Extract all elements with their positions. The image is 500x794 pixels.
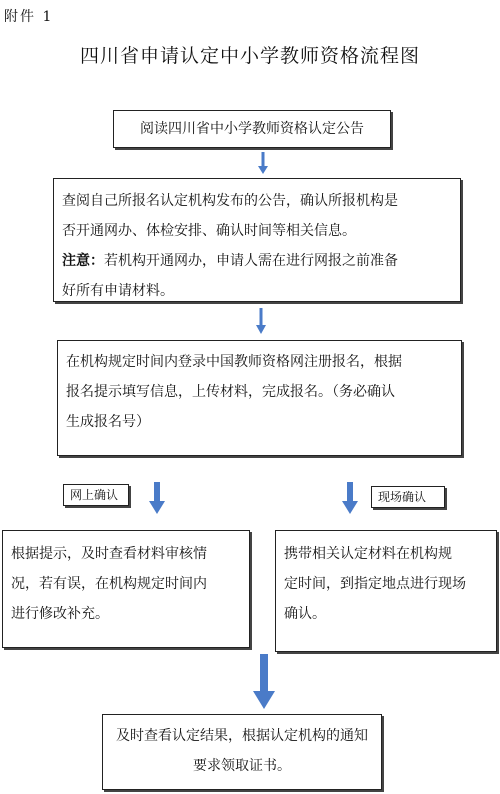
step-register-line: 生成报名号） [66, 414, 150, 430]
step-onsite-confirm [275, 530, 497, 652]
step-onsite-confirm-line: 定时间，到指定地点进行现场 [284, 576, 466, 592]
arrow-down-icon [258, 152, 268, 174]
arrow-down-icon [342, 482, 358, 514]
arrow-down-icon [149, 482, 165, 514]
step-read-notice [113, 110, 391, 148]
onsite-confirm-label: 现场确认 [371, 486, 445, 508]
step-check-notice-line: 好所有申请材料。 [62, 283, 174, 299]
step-register [57, 340, 462, 456]
page-title: 四川省申请认定中小学教师资格流程图 [79, 45, 420, 67]
step-online-confirm-line: 况，若有误，在机构规定时间内 [11, 576, 207, 592]
step-result-line: 要求领取证书。 [193, 758, 291, 774]
step-register-line: 在机构规定时间内登录中国教师资格网注册报名，根据 [66, 354, 402, 370]
step-online-confirm [2, 530, 250, 648]
arrow-down-icon [253, 654, 275, 709]
step-online-confirm-line: 进行修改补充。 [11, 606, 109, 622]
annex-label: 附件 1 [4, 9, 54, 25]
step-read-notice-text: 阅读四川省中小学教师资格认定公告 [140, 121, 364, 137]
step-onsite-confirm-line: 携带相关认定材料在机构规 [284, 546, 452, 562]
arrow-down-icon [256, 308, 266, 334]
step-register-line: 报名提示填写信息，上传材料，完成报名。（务必确认 [66, 384, 395, 400]
step-check-notice [53, 178, 461, 302]
step-check-notice-note [62, 246, 452, 276]
step-result [102, 714, 382, 790]
step-check-notice-line: 否开通网办、体检安排、确认时间等相关信息。 [62, 223, 356, 239]
step-check-notice-line: 查阅自己所报名认定机构发布的公告，确认所报机构是 [62, 193, 398, 209]
step-online-confirm-line: 根据提示，及时查看材料审核情 [11, 546, 207, 562]
step-result-line: 及时查看认定结果，根据认定机构的通知 [116, 728, 368, 744]
note-label: 注意： [62, 253, 104, 269]
note-text: 若机构开通网办，申请人需在进行网报之前准备 [104, 253, 398, 269]
online-confirm-label: 网上确认 [63, 484, 129, 506]
step-onsite-confirm-line: 确认。 [284, 606, 326, 622]
